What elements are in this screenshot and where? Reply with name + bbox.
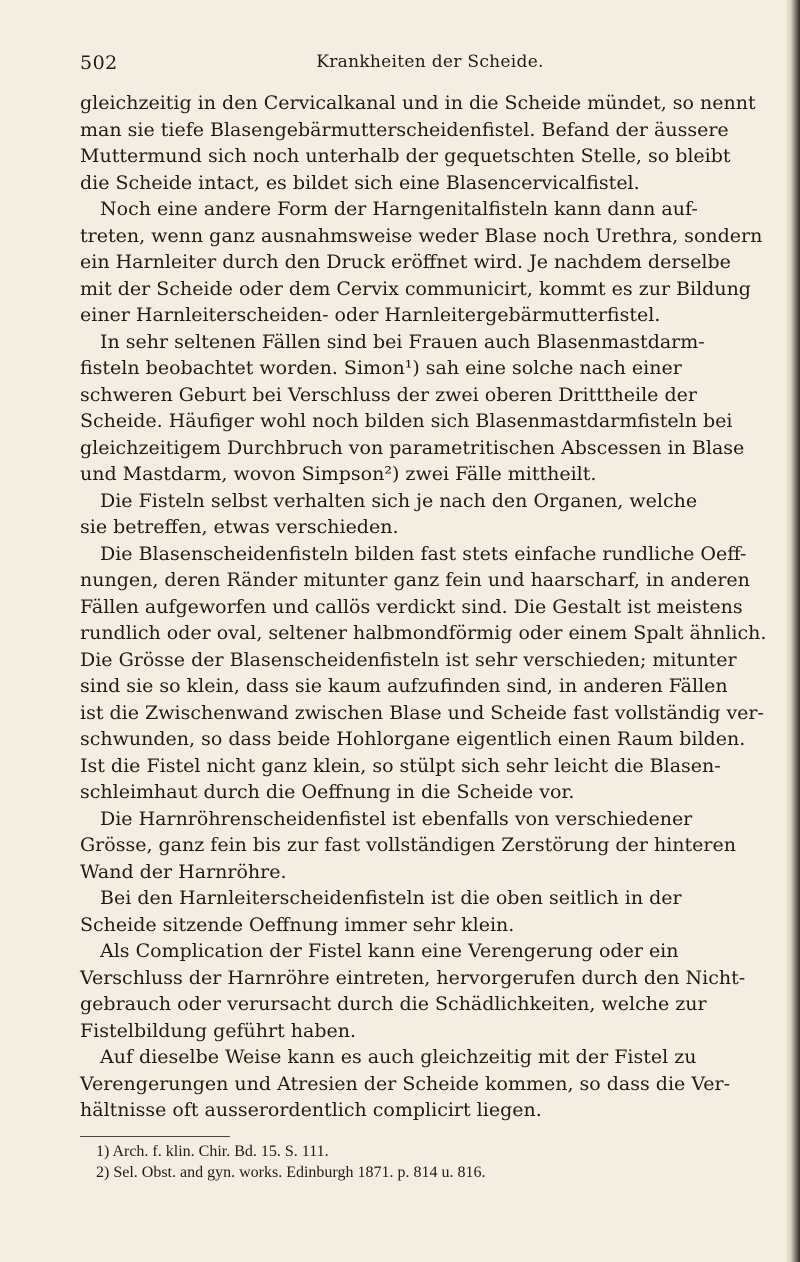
text-line: Auf dieselbe Weise kann es auch gleichzeitig mit der Fistel zu xyxy=(100,1046,697,1068)
text-line: treten, wenn ganz ausnahmsweise weder Blase noch Urethra, sondern xyxy=(80,224,763,247)
body-text xyxy=(80,90,780,1124)
text-line: Die Fisteln selbst verhalten sich je nach den Organen, welche xyxy=(100,489,698,512)
text-line: die Scheide intact, es bildet sich eine Blasencervicalfistel. xyxy=(80,171,640,194)
text-line: gleichzeitig in den Cervicalkanal und in die Scheide mündet, so nennt xyxy=(80,92,756,114)
book-page xyxy=(80,38,780,1183)
text-line: Die Harnröhrenscheidenfistel ist ebenfalls von verschiedener xyxy=(100,807,693,830)
text-line: schleimhaut durch die Oeffnung in die Scheide vor. xyxy=(80,781,575,803)
paragraph xyxy=(80,329,780,488)
text-line: schwunden, so dass beide Hohlorgane eigentlich einen Raum bilden. xyxy=(80,728,746,750)
text-line: Als Complication der Fistel kann eine Verengerung oder ein xyxy=(100,940,679,962)
text-line: Verengerungen und Atresien der Scheide kommen, so dass die Ver- xyxy=(80,1072,731,1095)
text-line: In sehr seltenen Fällen sind bei Frauen auch Blasenmastdarm- xyxy=(100,330,705,353)
text-line: ein Harnleiter durch den Druck eröffnet wird. Je nachdem derselbe xyxy=(80,251,731,273)
text-line: sie betreffen, etwas verschieden. xyxy=(80,516,399,538)
paragraph xyxy=(80,1044,780,1124)
paragraph xyxy=(80,885,780,938)
text-line: Fistelbildung geführt haben. xyxy=(80,1019,357,1042)
paragraph xyxy=(80,90,780,196)
text-line: Bei den Harnleiterscheidenfisteln ist die oben seitlich in der xyxy=(100,887,682,909)
text-line: Die Blasenscheidenfisteln bilden fast stets einfache rundliche Oeff- xyxy=(100,542,747,565)
text-line: Scheide. Häufiger wohl noch bilden sich Blasenmastdarmfisteln bei xyxy=(80,410,733,432)
text-line: Wand der Harnröhre. xyxy=(80,860,287,883)
footnote: 2) Sel. Obst. and gyn. works. Edinburgh 1871. p. 814 u. 816. xyxy=(96,1163,486,1181)
text-line: nungen, deren Ränder mitunter ganz fein und haarscharf, in anderen xyxy=(80,569,750,591)
text-line: sind sie so klein, dass sie kaum aufzufinden sind, in anderen Fällen xyxy=(80,675,728,697)
text-line: Muttermund sich noch unterhalb der gequetschten Stelle, so bleibt xyxy=(80,145,731,167)
text-line: schweren Geburt bei Verschluss der zwei oberen Dritttheile der xyxy=(80,383,697,406)
text-line: Grösse, ganz fein bis zur fast vollständigen Zerstörung der hinteren xyxy=(80,834,736,856)
text-line: hältnisse oft ausserordentlich complicirt liegen. xyxy=(80,1099,542,1121)
text-line: ist die Zwischenwand zwischen Blase und Scheide fast vollständig ver- xyxy=(80,701,764,724)
paragraph xyxy=(80,541,780,806)
page-header xyxy=(80,38,780,78)
paragraph xyxy=(80,806,780,886)
text-line: Die Grösse der Blasenscheidenfisteln ist sehr verschieden; mitunter xyxy=(80,648,737,671)
running-head: Krankheiten der Scheide. xyxy=(316,52,544,72)
paragraph xyxy=(80,196,780,329)
footnote: 1) Arch. f. klin. Chir. Bd. 15. S. 111. xyxy=(96,1142,329,1160)
text-line: einer Harnleiterscheiden- oder Harnleitergebärmutterfistel. xyxy=(80,304,661,326)
text-line: rundlich oder oval, seltener halbmondförmig oder einem Spalt ähnlich. xyxy=(80,622,767,644)
text-line: Ist die Fistel nicht ganz klein, so stülpt sich sehr leicht die Blasen- xyxy=(80,754,721,777)
text-line: mit der Scheide oder dem Cervix communicirt, kommt es zur Bildung xyxy=(80,277,751,300)
text-line: Fällen aufgeworfen und callös verdickt sind. Die Gestalt ist meistens xyxy=(80,595,743,618)
text-line: Noch eine andere Form der Harngenitalfisteln kann dann auf- xyxy=(100,198,698,220)
page-number: 502 xyxy=(80,52,118,74)
footnotes xyxy=(80,1141,780,1183)
paragraph xyxy=(80,488,780,541)
text-line: und Mastdarm, wovon Simpson²) zwei Fälle mittheilt. xyxy=(80,463,597,485)
footnote-rule xyxy=(80,1136,230,1137)
text-line: gebrauch oder verursacht durch die Schädlichkeiten, welche zur xyxy=(80,993,707,1015)
text-line: Verschluss der Harnröhre eintreten, hervorgerufen durch den Nicht- xyxy=(80,966,746,989)
page-edge-shadow xyxy=(786,0,800,1262)
paragraph xyxy=(80,938,780,1044)
text-line: Scheide sitzende Oeffnung immer sehr klein. xyxy=(80,913,515,936)
text-line: man sie tiefe Blasengebärmutterscheidenfistel. Befand der äussere xyxy=(80,118,729,141)
text-line: gleichzeitigem Durchbruch von parametritischen Abscessen in Blase xyxy=(80,436,745,459)
text-line: fisteln beobachtet worden. Simon¹) sah eine solche nach einer xyxy=(80,357,682,379)
